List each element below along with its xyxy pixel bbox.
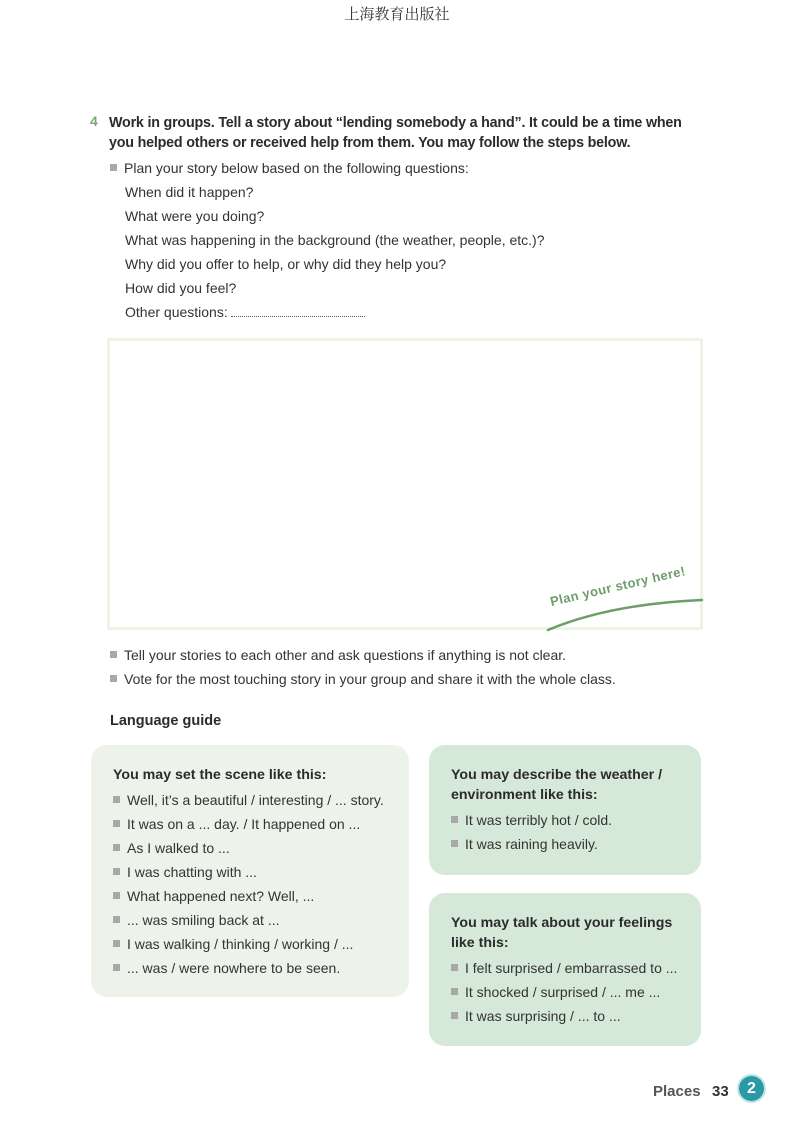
after-steps-list xyxy=(110,643,710,691)
weather-phrase: It was terribly hot / cold. xyxy=(451,808,701,832)
scene-phrase: What happened next? Well, ... xyxy=(113,884,409,908)
weather-card xyxy=(429,745,701,875)
bullet-square-icon xyxy=(113,916,120,923)
bullet-square-icon xyxy=(451,964,458,971)
scene-phrase: Well, it’s a beautiful / interesting / ... story. xyxy=(113,788,409,812)
task-number: 4 xyxy=(90,113,98,129)
plan-question-list xyxy=(110,156,710,324)
bullet-square-icon xyxy=(110,164,117,171)
plan-question: What were you doing? xyxy=(125,208,265,224)
scene-phrase: As I walked to ... xyxy=(113,836,409,860)
bullet-square-icon xyxy=(110,651,117,658)
bullet-square-icon xyxy=(113,796,120,803)
language-guide-title: Language guide xyxy=(110,713,222,729)
bullet-square-icon xyxy=(113,940,120,947)
bullet-square-icon xyxy=(113,892,120,899)
scene-card xyxy=(91,745,409,997)
after-step-item: Vote for the most touching story in your group and share it with the whole class. xyxy=(110,667,710,691)
feelings-card-title: You may talk about your feelings like this: xyxy=(451,915,673,951)
scene-card-title: You may set the scene like this: xyxy=(113,767,327,783)
other-questions-row xyxy=(110,300,710,324)
feelings-card xyxy=(429,893,701,1046)
scene-phrase: It was on a ... day. / It happened on ... xyxy=(113,812,409,836)
scene-phrase: I was chatting with ... xyxy=(113,860,409,884)
plan-question: How did you feel? xyxy=(125,280,237,296)
weather-phrase: It was raining heavily. xyxy=(451,832,701,856)
bullet-square-icon xyxy=(451,840,458,847)
other-questions-blank[interactable] xyxy=(231,302,365,317)
task-4 xyxy=(90,113,710,153)
scene-phrase: ... was smiling back at ... xyxy=(113,908,409,932)
publisher-header: 上海教育出版社 xyxy=(344,5,450,23)
feelings-phrase: It shocked / surprised / ... me ... xyxy=(451,980,701,1004)
feelings-phrase: I felt surprised / embarrassed to ... xyxy=(451,956,701,980)
after-step-item: Tell your stories to each other and ask questions if anything is not clear. xyxy=(110,643,710,667)
footer-section-name: Places xyxy=(653,1083,701,1100)
plan-question: Why did you offer to help, or why did they help you? xyxy=(125,256,447,272)
plan-question: When did it happen? xyxy=(125,184,254,200)
bullet-square-icon xyxy=(451,988,458,995)
page-number: 33 xyxy=(712,1083,729,1100)
plan-box-label: Plan your story here! xyxy=(548,563,687,609)
bullet-square-icon xyxy=(113,868,120,875)
plan-question: What was happening in the background (the weather, people, etc.)? xyxy=(125,232,545,248)
other-questions-label: Other questions: xyxy=(125,304,228,320)
bullet-square-icon xyxy=(113,964,120,971)
bullet-square-icon xyxy=(451,1012,458,1019)
weather-card-title: You may describe the weather / environment like this: xyxy=(451,767,663,803)
scene-phrase: I was walking / thinking / working / ... xyxy=(113,932,409,956)
bullet-square-icon xyxy=(113,844,120,851)
plan-intro-item: Plan your story below based on the following questions: xyxy=(110,156,710,180)
unit-badge: 2 xyxy=(739,1076,764,1101)
task-instruction: Work in groups. Tell a story about “lending somebody a hand”. It could be a time when you helped others or received help from them. You may follow the steps below. xyxy=(109,115,682,151)
feelings-phrase: It was surprising / ... to ... xyxy=(451,1004,701,1028)
bullet-square-icon xyxy=(451,816,458,823)
bullet-square-icon xyxy=(113,820,120,827)
scene-phrase: ... was / were nowhere to be seen. xyxy=(113,956,409,980)
bullet-square-icon xyxy=(110,675,117,682)
